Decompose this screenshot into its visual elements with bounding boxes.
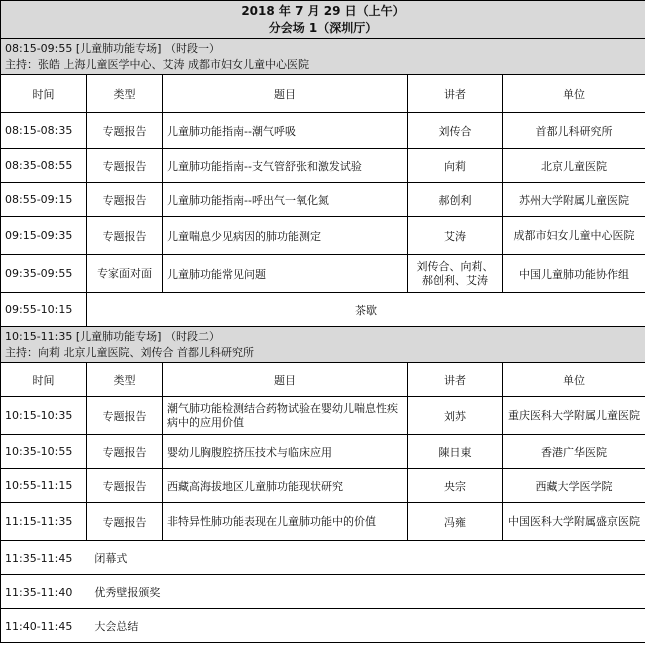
- title-cell: 婴幼儿胸腹腔挤压技术与临床应用: [163, 435, 408, 469]
- col-header-speaker: 讲者: [408, 75, 503, 113]
- closing-row: [1, 575, 645, 609]
- title-cell: 潮气肺功能检测结合药物试验在婴幼儿喘息性疾病中的应用价值: [163, 397, 408, 435]
- col-header-time: 时间: [1, 363, 87, 397]
- type-cell: 专题报告: [87, 503, 163, 541]
- unit-cell: 北京儿童医院: [503, 149, 645, 183]
- title-cell: 西藏高海拔地区儿童肺功能现状研究: [163, 469, 408, 503]
- title-cell: 非特异性肺功能表现在儿童肺功能中的价值: [163, 503, 408, 541]
- venue-line: 分会场 1（深圳厅）: [268, 20, 378, 35]
- table-row: [1, 183, 645, 217]
- time-cell: 10:55-11:15: [1, 469, 87, 503]
- unit-cell: 中国医科大学附属盛京医院: [503, 503, 645, 541]
- time-cell: 08:15-08:35: [1, 113, 87, 149]
- table-row: [1, 149, 645, 183]
- table-row: [1, 255, 645, 293]
- title-row: [1, 1, 645, 39]
- type-cell: 专题报告: [87, 217, 163, 255]
- col-header-type: 类型: [87, 75, 163, 113]
- unit-cell: 苏州大学附属儿童医院: [503, 183, 645, 217]
- closing-label: 闭幕式: [94, 551, 128, 565]
- col-header-title: 题目: [163, 75, 408, 113]
- date-line: 2018 年 7 月 29 日（上午）: [241, 3, 405, 18]
- session1-info: [1, 39, 645, 75]
- col-header-speaker: 讲者: [408, 363, 503, 397]
- unit-cell: 中国儿童肺功能协作组: [503, 255, 645, 293]
- closing-row: [1, 541, 645, 575]
- break-row: [1, 293, 645, 327]
- table-row: [1, 503, 645, 541]
- break-time: 09:55-10:15: [1, 293, 87, 327]
- speaker-cell: 冯雍: [408, 503, 503, 541]
- speaker-cell: 艾涛: [408, 217, 503, 255]
- closing-time: 11:35-11:45: [5, 551, 73, 565]
- table-row: [1, 435, 645, 469]
- closing-cell: [1, 609, 645, 643]
- speaker-cell: 央宗: [408, 469, 503, 503]
- closing-cell: [1, 575, 645, 609]
- speaker-cell: 刘苏: [408, 397, 503, 435]
- column-header-row: [1, 75, 645, 113]
- time-cell: 09:35-09:55: [1, 255, 87, 293]
- session2-info: [1, 327, 645, 363]
- session2-header: [1, 327, 645, 363]
- title-cell: 儿童肺功能指南--呼出气一氧化氮: [163, 183, 408, 217]
- type-cell: 专题报告: [87, 435, 163, 469]
- time-cell: 10:15-10:35: [1, 397, 87, 435]
- unit-cell: 香港广华医院: [503, 435, 645, 469]
- break-label: 茶歇: [87, 293, 645, 327]
- closing-row: [1, 609, 645, 643]
- time-cell: 10:35-10:55: [1, 435, 87, 469]
- closing-label: 优秀壁报颁奖: [94, 585, 161, 599]
- table-row: [1, 217, 645, 255]
- col-header-unit: 单位: [503, 363, 645, 397]
- unit-cell: 重庆医科大学附属儿童医院: [503, 397, 645, 435]
- col-header-type: 类型: [87, 363, 163, 397]
- session1-header: [1, 39, 645, 75]
- type-cell: 专题报告: [87, 149, 163, 183]
- type-cell: 专题报告: [87, 469, 163, 503]
- time-cell: 11:15-11:35: [1, 503, 87, 541]
- speaker-cell: 陳日東: [408, 435, 503, 469]
- closing-label: 大会总结: [94, 619, 139, 633]
- title-cell: 儿童喘息少见病因的肺功能测定: [163, 217, 408, 255]
- col-header-title: 题目: [163, 363, 408, 397]
- session2-line1: 10:15-11:35 [儿童肺功能专场] （时段二）: [5, 329, 220, 343]
- time-cell: 08:35-08:55: [1, 149, 87, 183]
- title-cell: 儿童肺功能常见问题: [163, 255, 408, 293]
- table-row: [1, 397, 645, 435]
- speaker-cell: 向莉: [408, 149, 503, 183]
- unit-cell: 成都市妇女儿童中心医院: [503, 217, 645, 255]
- type-cell: 专题报告: [87, 183, 163, 217]
- speaker-cell: 刘传合: [408, 113, 503, 149]
- closing-cell: [1, 541, 645, 575]
- speaker-cell: 刘传合、向莉、郝创利、艾涛: [408, 255, 503, 293]
- speaker-cell: 郝创利: [408, 183, 503, 217]
- unit-cell: 首都儿科研究所: [503, 113, 645, 149]
- type-cell: 专题报告: [87, 397, 163, 435]
- unit-cell: 西藏大学医学院: [503, 469, 645, 503]
- closing-time: 11:40-11:45: [5, 619, 73, 633]
- title-cell: 儿童肺功能指南--支气管舒张和激发试验: [163, 149, 408, 183]
- type-cell: 专题报告: [87, 113, 163, 149]
- col-header-unit: 单位: [503, 75, 645, 113]
- session2-host: 主持：向莉 北京儿童医院、刘传合 首都儿科研究所: [5, 345, 254, 359]
- table-row: [1, 469, 645, 503]
- table-row: [1, 113, 645, 149]
- time-cell: 09:15-09:35: [1, 217, 87, 255]
- time-cell: 08:55-09:15: [1, 183, 87, 217]
- closing-time: 11:35-11:40: [5, 585, 73, 599]
- col-header-time: 时间: [1, 75, 87, 113]
- session1-host: 主持：张皓 上海儿童医学中心、艾涛 成都市妇女儿童中心医院: [5, 57, 309, 71]
- title-cell: [1, 1, 645, 39]
- title-cell: 儿童肺功能指南--潮气呼吸: [163, 113, 408, 149]
- column-header-row: [1, 363, 645, 397]
- session1-line1: 08:15-09:55 [儿童肺功能专场] （时段一）: [5, 41, 220, 55]
- type-cell: 专家面对面: [87, 255, 163, 293]
